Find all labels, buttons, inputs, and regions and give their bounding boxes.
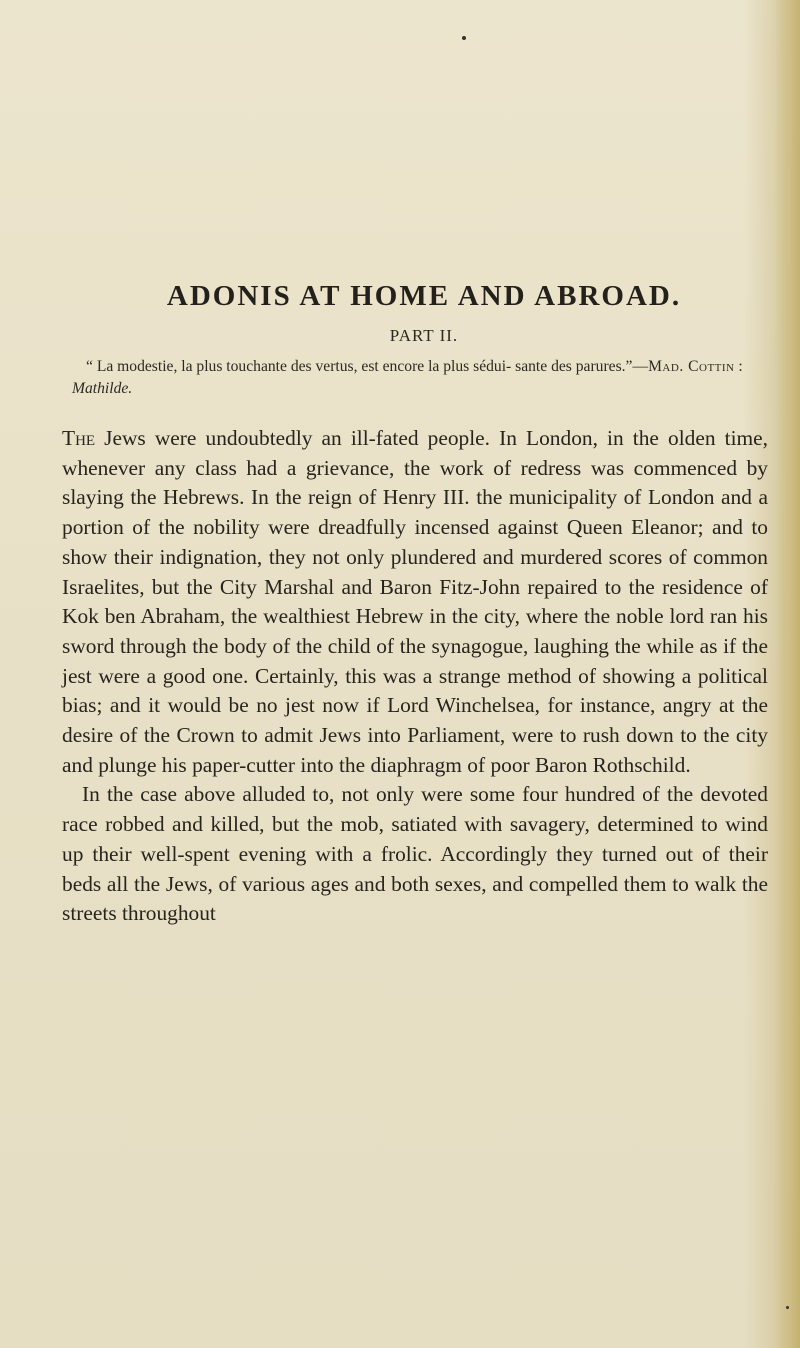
epigraph-separator: : — [734, 358, 743, 375]
book-title: ADONIS AT HOME AND ABROAD. — [166, 280, 682, 312]
page-content — [62, 278, 768, 929]
page-edge-shadow — [774, 0, 800, 1348]
paragraph-1-first-word: The — [62, 426, 96, 450]
paragraph-2: In the case above alluded to, not only were some four hundred of the devoted race robbed and killed, but the mob, satiated with savagery, determined to wind up their well-spent evening with a frolic. Accordingly they turned out of their beds all the Jews, of various ages and both sexes, and compelled them to walk the streets throughout — [62, 782, 768, 926]
epigraph — [62, 356, 768, 400]
ink-speck — [462, 36, 466, 40]
epigraph-quote: “ La modestie, la plus touchante des vertus, est encore la plus sédui- sante des parures.”— — [86, 358, 649, 375]
epigraph-author: Mad. Cottin — [648, 358, 735, 375]
paragraph-1 — [62, 424, 768, 780]
part-heading: PART II. — [389, 326, 459, 345]
ink-speck — [786, 1306, 789, 1309]
paragraph-1-text: Jews were undoubtedly an ill-fated people. In London, in the olden time, whenever any class had a grievance, the work of redress was commenced by slaying the Hebrews. In the reign of Henry III. the municipality of London and a portion of the nobility were dreadfully incensed against Queen Eleanor; and to show their indignation, they not only plundered and murdered scores of common Israelites, but the City Marshal and Baron Fitz-John repaired to the residence of Kok ben Abraham, the wealthiest Hebrew in the city, where the noble lord ran his sword through the body of the child of the synagogue, laughing the while as if the jest were a good one. Certainly, this was a strange method of showing a political bias; and it would be no jest now if Lord Winchelsea, for instance, angry at the desire of the Crown to admit Jews into Parliament, were to rush down to the city and plunge his paper-cutter into the diaphragm of poor Baron Rothschild. — [62, 426, 768, 777]
body-text — [62, 424, 768, 929]
epigraph-work: Mathilde. — [72, 380, 133, 397]
